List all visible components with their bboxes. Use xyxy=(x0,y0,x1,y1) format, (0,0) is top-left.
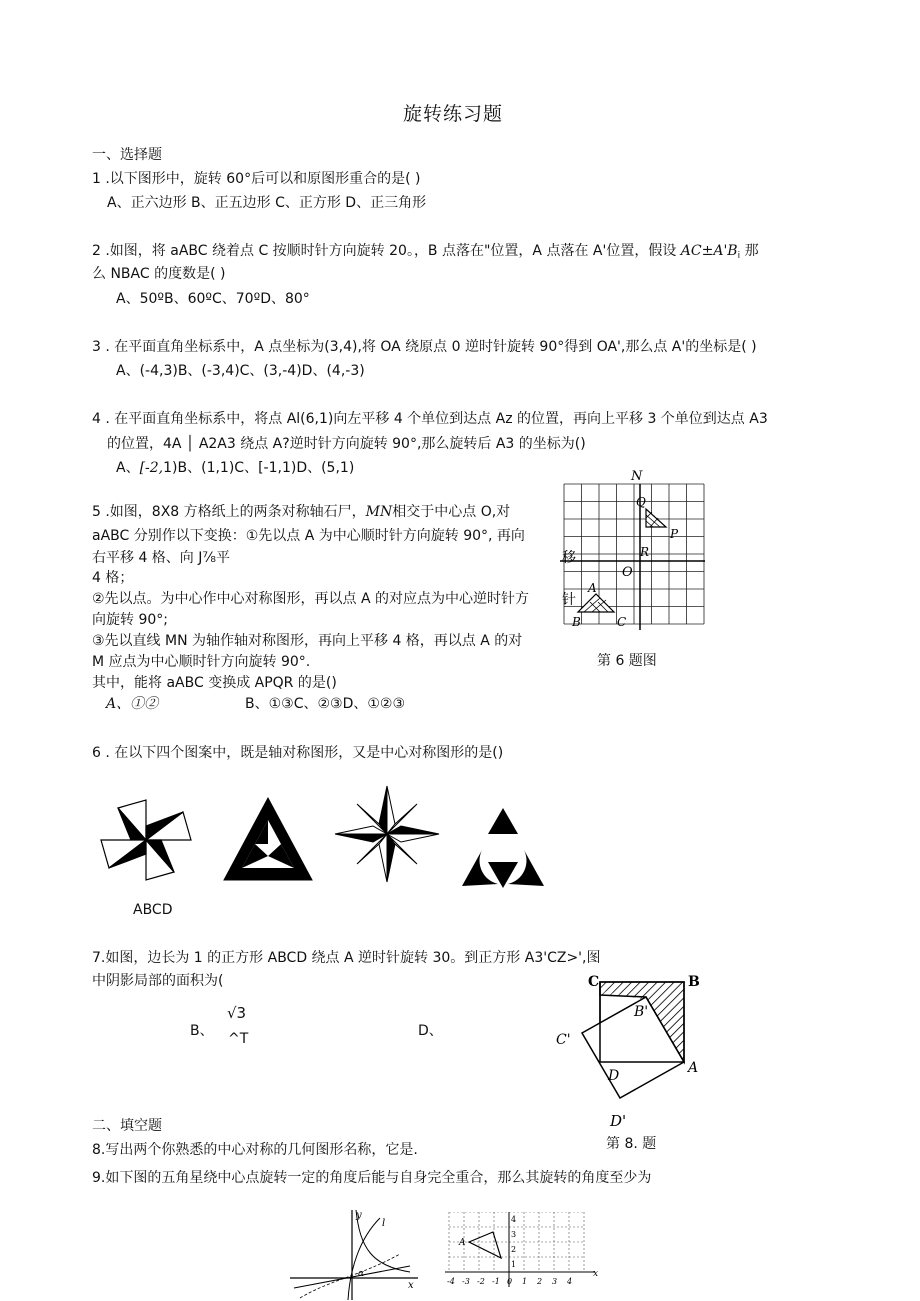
q7-option-b: B、 xyxy=(190,1023,214,1039)
q8-stem: 8.写出两个你熟悉的中心对称的几何图形名称，它是. xyxy=(92,1142,418,1158)
q1-stem: 1 .以下图形中，旋转 60°后可以和原图形重合的是( ) xyxy=(92,171,421,187)
q5-line1 xyxy=(92,503,510,521)
q5-line1-formula: MN xyxy=(365,504,393,520)
q2-formula: AC±A'B xyxy=(680,243,738,259)
q5-line1-end: 相交于中心点 O,对 xyxy=(392,504,511,520)
q5-line7: ③先以直线 MN 为轴作轴对称图形，再向上平移 4 格，再以点 A 的对 xyxy=(92,633,523,649)
page-title: 旋转练习题 xyxy=(403,103,504,125)
q5-line3: 右平移 4 格、向 J⅞平 xyxy=(92,550,230,566)
pattern-d-triangles xyxy=(460,804,546,888)
q6-stem: 6 . 在以下四个图案中，既是轴对称图形，又是中心对称图形的是() xyxy=(92,745,504,761)
grid2-y-4: 4 xyxy=(511,1215,517,1224)
grid2-x-label: x xyxy=(593,1269,599,1279)
fig8-label-c: C xyxy=(588,974,600,990)
curve-label-alpha: α xyxy=(358,1269,365,1279)
q5-line1-text: 5 .如图，8X8 方格纸上的两条对称轴石尸， xyxy=(92,504,366,520)
grid-label-c: C xyxy=(617,615,627,629)
pattern-c-star xyxy=(333,784,441,884)
bottom-left-curve-figure xyxy=(290,1208,420,1301)
grid2-point-label-a: A xyxy=(459,1238,466,1248)
section-choice-heading: 一、选择题 xyxy=(92,147,162,163)
q6-pattern-labels: ABCD xyxy=(133,902,173,918)
q9-stem: 9.如下图的五角星绕中心点旋转一定的角度后能与自身完全重合，那么其旋转的角度至少为 xyxy=(92,1170,652,1186)
q4-stem-line2: 的位置，4A │ A2A3 绕点 A?逆时针方向旋转 90°,那么旋转后 A3 的坐标为() xyxy=(107,436,586,452)
q4-options xyxy=(116,459,354,477)
fig8-label-c-prime: C' xyxy=(556,1032,571,1048)
q5-line8: M 应点为中心顺时针方向旋转 90°. xyxy=(92,654,311,670)
grid-side-char-1: 移 xyxy=(562,550,576,566)
curve-label-x: x xyxy=(408,1280,414,1291)
grid-side-char-2: 针 xyxy=(562,592,576,608)
q5-line4: 4 格； xyxy=(92,570,134,586)
q4-stem: 4 . 在平面直角坐标系中，将点 Al(6,1)向左平移 4 个单位到达点 Az 的位置，再向上平移 3 个单位到达点 A3 xyxy=(92,411,768,427)
q5-grid-figure xyxy=(560,470,705,630)
grid2-y-3: 3 xyxy=(511,1230,517,1239)
q2-options: A、50ºB、60ºC、70ºD、80° xyxy=(116,291,310,307)
grid2-y-2: 2 xyxy=(511,1245,517,1254)
q2-stem: 2 .如图，将 aABC 绕着点 C 按顺时针方向旋转 20。，B 点落在"位置，A 点落在 A'位置，假设 $AC\pm A'B_i$ 那 xyxy=(92,243,759,261)
pattern-a-pinwheel xyxy=(95,796,197,884)
fig8-label-b-prime: B' xyxy=(634,1004,649,1020)
fig8-label-d: D xyxy=(608,1068,620,1084)
grid-label-n: N xyxy=(631,470,643,484)
q5-line2: aABC 分别作以下变换：①先以点 A 为中心顺时针方向旋转 90°, 再向 xyxy=(92,528,525,544)
bottom-right-grid-figure xyxy=(445,1212,605,1301)
grid-label-p: P xyxy=(670,527,679,541)
grid2-tick-label: -3 xyxy=(462,1277,470,1286)
q4-option-a-formula: [-2, xyxy=(139,460,164,476)
q4-option-a-prefix: A、 xyxy=(116,460,140,476)
q7-fraction-denominator: ^T xyxy=(228,1031,249,1047)
grid2-tick-label: 4 xyxy=(567,1277,573,1286)
grid2-tick-label: 1 xyxy=(522,1277,528,1286)
pattern-b-triangle xyxy=(220,794,316,884)
q4-options-rest: 1)B、(1,1)C、[-1,1)D、(5,1) xyxy=(163,460,355,476)
q7-stem: 7.如图，边长为 1 的正方形 ABCD 绕点 A 逆时针旋转 30。到正方形 A3'CZ>',图 xyxy=(92,950,601,966)
q1-options: A、正六边形 B、正五边形 C、正方形 D、正三角形 xyxy=(107,195,427,211)
q2-stem-line2: 么 NBAC 的度数是( ) xyxy=(92,266,226,282)
q7-stem-line2: 中阴影局部的面积为( xyxy=(92,973,224,989)
curve-label-y: y xyxy=(356,1210,362,1221)
q3-options: A、(-4,3)B、(-3,4)C、(3,-4)D、(4,-3) xyxy=(116,363,365,379)
q3-stem: 3 . 在平面直角坐标系中，A 点坐标为(3,4),将 OA 绕原点 0 逆时针旋转 90°得到 OA',那么点 A'的坐标是( ) xyxy=(92,339,757,355)
q2-stem-end: 那 xyxy=(744,243,759,259)
grid-label-q: Q xyxy=(636,495,646,509)
grid2-tick-label: -1 xyxy=(492,1277,500,1286)
q5-line5: ②先以点。为中心作中心对称图形，再以点 A 的对应点为中心逆时针方 xyxy=(92,591,530,607)
q5-options-rest: B、①③C、②③D、①②③ xyxy=(245,696,406,712)
fig8-label-b: B xyxy=(688,974,700,990)
grid2-tick-label: 0 xyxy=(507,1277,513,1286)
q7-square-figure xyxy=(550,970,710,1130)
q5-line6: 向旋转 90°; xyxy=(92,612,168,628)
q5-line9: 其中，能将 aABC 变换成 APQR 的是() xyxy=(92,675,337,691)
grid2-tick-label: 2 xyxy=(537,1277,543,1286)
grid-label-b: B xyxy=(572,615,581,629)
q7-figure-caption: 第 8. 题 xyxy=(606,1136,657,1152)
grid-label-o: O xyxy=(622,565,633,580)
grid-label-a: A xyxy=(588,581,597,595)
q5-option-a: A、①② xyxy=(106,696,159,712)
q2-stem-text: 2 .如图，将 aABC 绕着点 C 按顺时针方向旋转 20。，B 点落在"位置，A 点落在 A'位置，假设 xyxy=(92,243,677,259)
curve-label-l: l xyxy=(382,1218,386,1229)
grid2-tick-label: -2 xyxy=(477,1277,485,1286)
fig8-label-d-prime: D' xyxy=(610,1112,627,1130)
grid-label-r: R xyxy=(640,545,650,559)
grid2-tick-label: 3 xyxy=(552,1277,558,1286)
grid2-tick-label: -4 xyxy=(447,1277,455,1286)
fig8-label-a: A xyxy=(688,1060,699,1076)
grid2-y-1: 1 xyxy=(511,1260,517,1269)
q7-option-d: D、 xyxy=(418,1023,443,1039)
q5-figure-caption: 第 6 题图 xyxy=(597,653,657,669)
section-fill-heading: 二、填空题 xyxy=(92,1118,162,1134)
q7-fraction-numerator: √3 xyxy=(227,1004,247,1022)
